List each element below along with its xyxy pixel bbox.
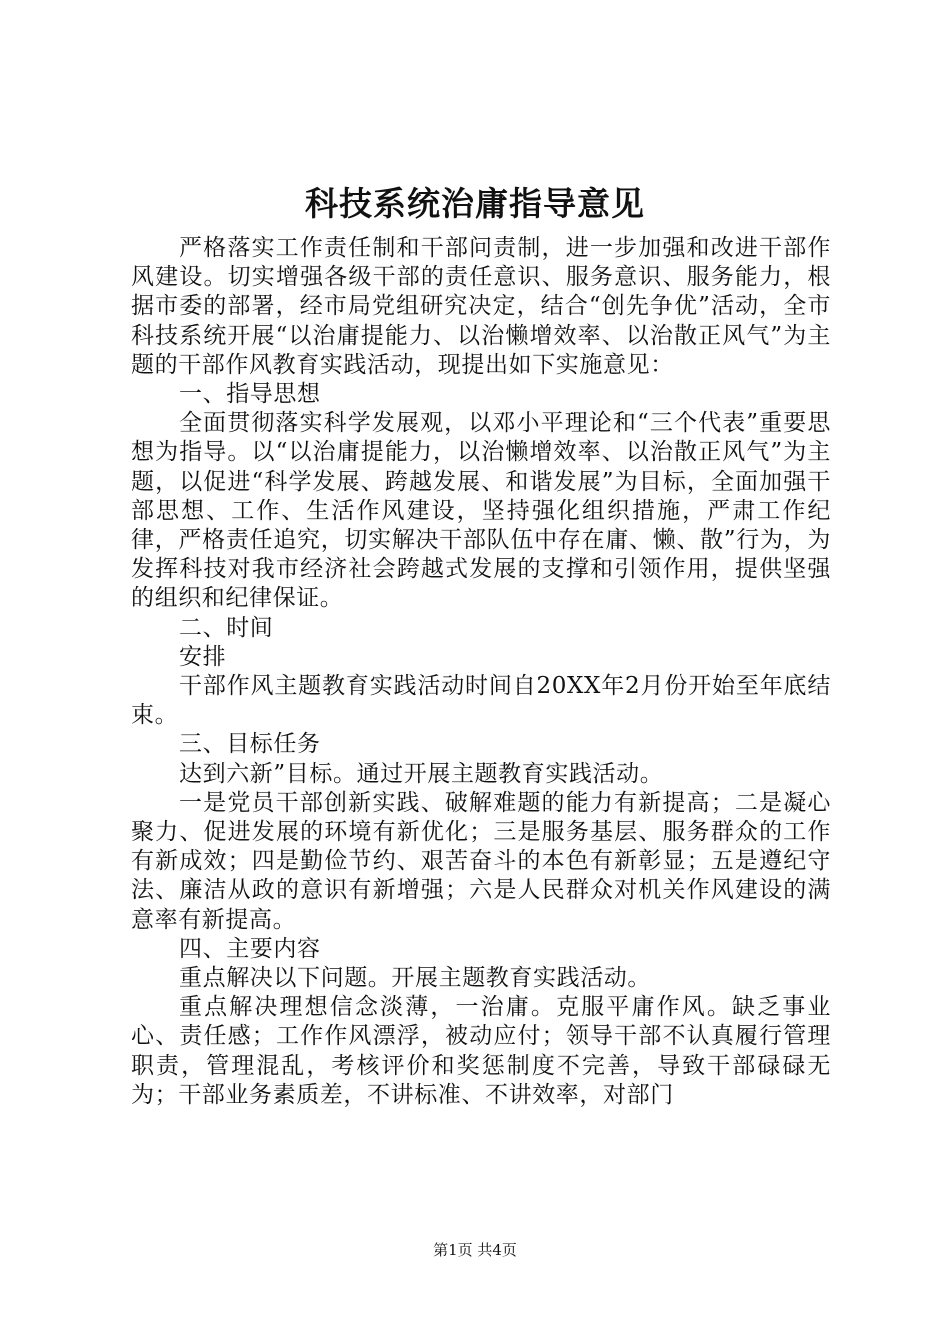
section-heading-main-content: 四、主要内容 xyxy=(179,935,321,962)
main-content-paragraph: 重点解决理想信念淡薄，一治庸。克服平庸作风。缺乏事业心、责任感；工作作风漂浮，被动应付；领导干部不认真履行管理职责，管理混乱，考核评价和奖惩制度不完善，导致干部碌碌无为；干部业务素质差，不讲标准、不讲效率，对部门 xyxy=(131,994,831,1108)
document-title: 科技系统治庸指导意见 xyxy=(305,184,645,223)
intro-paragraph: 严格落实工作责任制和干部问责制，进一步加强和改进干部作风建设。切实增强各级干部的责任意识、服务意识、服务能力，根据市委的部署，经市局党组研究决定，结合“创先争优”活动，全市科技系统开展“以治庸提能力、以治懒增效率、以治散正风气”为主题的干部作风教育实践活动，现提出如下实施意见： xyxy=(131,235,831,378)
goals-intro-paragraph: 达到六新”目标。通过开展主题教育实践活动。 xyxy=(179,760,664,787)
guiding-ideology-paragraph: 全面贯彻落实科学发展观，以邓小平理论和“三个代表”重要思想为指导。以“以治庸提能力，以治懒增效率、以治散正风气”为主题，以促进“科学发展、跨越发展、和谐发展”为目标，全面加强干部思想、工作、生活作风建设，坚持强化组织措施，严肃工作纪律，严格责任追究，切实解决干部队伍中存在庸、懒、散”行为，为发挥科技对我市经济社会跨越式发展的支撑和引领作用，提供坚强的组织和纪律保证。 xyxy=(131,410,831,612)
time-paragraph: 干部作风主题教育实践活动时间自20XX年2月份开始至年底结束。 xyxy=(131,673,831,729)
page-footer: 第1页 共4页 xyxy=(433,1241,517,1259)
goals-list-paragraph: 一是党员干部创新实践、破解难题的能力有新提高；二是凝心聚力、促进发展的环境有新优化；三是服务基层、服务群众的工作有新成效；四是勤俭节约、艰苦奋斗的本色有新彰显；五是遵纪守法、廉洁从政的意识有新增强；六是人民群众对机关作风建设的满意率有新提高。 xyxy=(131,789,831,933)
section-heading-arrangement: 安排 xyxy=(179,643,227,670)
section-heading-goals: 三、目标任务 xyxy=(179,731,321,758)
document-body xyxy=(131,234,831,1110)
section-heading-time: 二、时间 xyxy=(179,614,274,641)
section-heading-guiding-ideology: 一、指导思想 xyxy=(179,381,321,408)
main-content-intro-paragraph: 重点解决以下问题。开展主题教育实践活动。 xyxy=(179,965,651,992)
